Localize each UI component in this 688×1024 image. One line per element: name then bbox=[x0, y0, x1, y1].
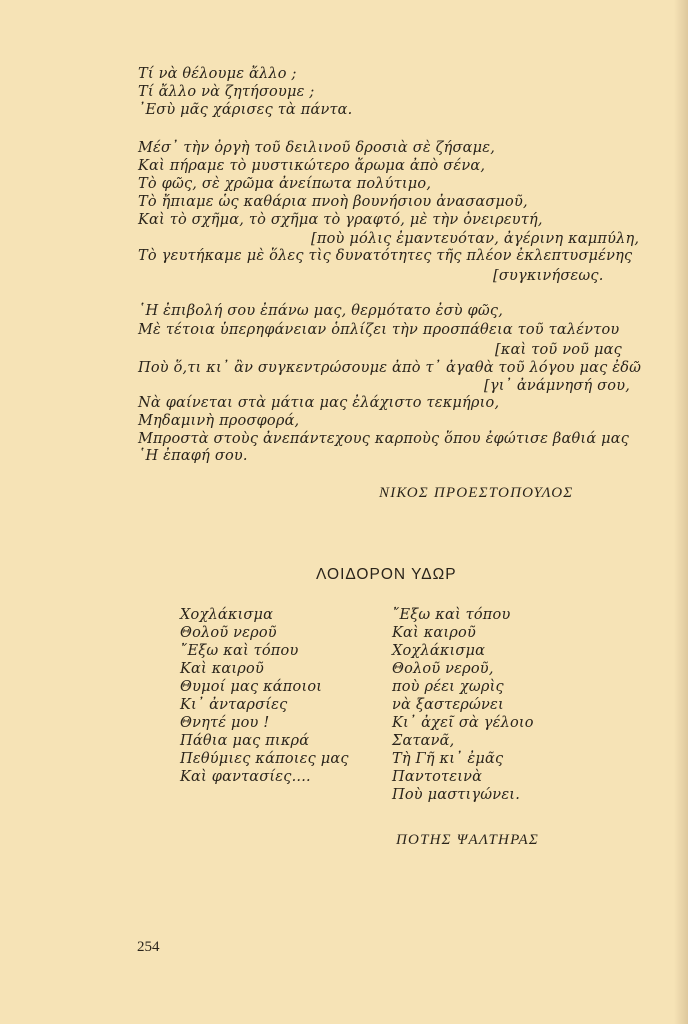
poem1-line: ᾿Εσὺ μᾶς χάρισες τὰ πάντα. bbox=[138, 102, 353, 118]
page-number: 254 bbox=[137, 939, 160, 955]
poem2-right-line: Κι᾿ ἀχεῖ σὰ γέλοιο bbox=[392, 715, 534, 731]
poem2-right-line: Ποὺ μαστιγώνει. bbox=[392, 787, 520, 803]
poem1-line: Μὲ τέτοια ὑπερηφάνειαν ὁπλίζει τὴν προσπάθεια τοῦ ταλέντου bbox=[138, 322, 620, 338]
poem2-author: ΠΟΤΗΣ ΨΑΛΤΗΡΑΣ bbox=[396, 832, 540, 848]
poem2-right-line: νὰ ξαστερώνει bbox=[392, 697, 504, 713]
poem2-right-line: ποὺ ρέει χωρὶς bbox=[392, 679, 504, 695]
poem2-right-line: Καὶ καιροῦ bbox=[392, 625, 476, 641]
poem1-line: Καὶ τὸ σχῆμα, τὸ σχῆμα τὸ γραφτό, μὲ τὴν ὀνειρευτή, bbox=[138, 212, 543, 228]
poem2-left-line: Χοχλάκισμα bbox=[180, 607, 274, 623]
poem2-left-line: Κι᾿ ἀνταρσίες bbox=[180, 697, 288, 713]
poem1-line: Τὸ φῶς, σὲ χρῶμα ἀνείπωτα πολύτιμο, bbox=[138, 176, 432, 192]
poem1-line: Ποὺ ὅ,τι κι᾿ ἂν συγκεντρώσουμε ἀπὸ τ᾿ ἀγαθὰ τοῦ λόγου μας ἐδῶ bbox=[138, 360, 642, 376]
poem2-right-line: Σατανᾶ, bbox=[392, 733, 455, 749]
poem2-right-line: Τὴ Γῆ κι᾿ ἐμᾶς bbox=[392, 751, 504, 767]
poem1-line-continuation: [συγκινήσεως. bbox=[493, 268, 604, 284]
poem1-line: ῾Η ἐπαφή σου. bbox=[138, 448, 248, 464]
poem1-line: Μπροστὰ στοὺς ἀνεπάντεχους καρποὺς ὅπου ἐφώτισε βαθιά μας bbox=[138, 431, 630, 447]
poem1-line: Μέσ᾿ τὴν ὀργὴ τοῦ δειλινοῦ δροσιὰ σὲ ζήσαμε, bbox=[138, 140, 496, 156]
poem1-line: Καὶ πήραμε τὸ μυστικώτερο ἄρωμα ἀπὸ σένα, bbox=[138, 158, 486, 174]
poem1-line: Νὰ φαίνεται στὰ μάτια μας ἐλάχιστο τεκμήριο, bbox=[138, 395, 500, 411]
poem1-line: Τὸ ἤπιαμε ὡς καθάρια πνοὴ βουνήσιου ἀνασασμοῦ, bbox=[138, 194, 528, 210]
poem2-left-line: Πάθια μας πικρά bbox=[180, 733, 310, 749]
poem1-line-continuation: [ποὺ μόλις ἐμαντευόταν, ἀγέρινη καμπύλη, bbox=[311, 231, 640, 247]
poem1-line-continuation: [καὶ τοῦ νοῦ μας bbox=[495, 342, 622, 358]
poem2-left-line: Θνητέ μου ! bbox=[180, 715, 270, 731]
poem2-left-line: Θυμοί μας κάποιοι bbox=[180, 679, 323, 695]
poem1-author: ΝΙΚΟΣ ΠΡΟΕΣΤΟΠΟΥΛΟΣ bbox=[379, 485, 574, 501]
poem2-left-line: ῎Εξω καὶ τόπου bbox=[180, 643, 299, 659]
poem1-line: Τί ἄλλο νὰ ζητήσουμε ; bbox=[138, 84, 315, 100]
poem2-title: ΛΟΙΔΟΡΟΝ ΥΔΩΡ bbox=[316, 566, 457, 583]
poem1-line: Τί νὰ θέλουμε ἄλλο ; bbox=[138, 66, 297, 82]
page-edge-shadow bbox=[674, 0, 688, 1024]
poem1-line: ῾Η ἐπιβολή σου ἐπάνω μας, θερμότατο ἐσὺ φῶς, bbox=[138, 303, 504, 319]
poem1-line-continuation: [γι᾿ ἀνάμνησή σου, bbox=[484, 378, 631, 394]
poem2-right-line: ῎Εξω καὶ τόπου bbox=[392, 607, 511, 623]
poem2-right-line: Θολοῦ νεροῦ, bbox=[392, 661, 494, 677]
poem1-line: Μηδαμινὴ προσφορά, bbox=[138, 413, 300, 429]
poem1-line: Τὸ γευτήκαμε μὲ ὅλες τὶς δυνατότητες τῆς πλέον ἐκλεπτυσμένης bbox=[138, 248, 633, 264]
poem2-left-line: Θολοῦ νεροῦ bbox=[180, 625, 277, 641]
poem2-right-line: Παντοτεινὰ bbox=[392, 769, 483, 785]
poem2-left-line: Πεθύμιες κάποιες μας bbox=[180, 751, 349, 767]
poem2-left-line: Καὶ καιροῦ bbox=[180, 661, 264, 677]
poem2-right-line: Χοχλάκισμα bbox=[392, 643, 486, 659]
poem2-left-line: Καὶ φαντασίες.... bbox=[180, 769, 311, 785]
